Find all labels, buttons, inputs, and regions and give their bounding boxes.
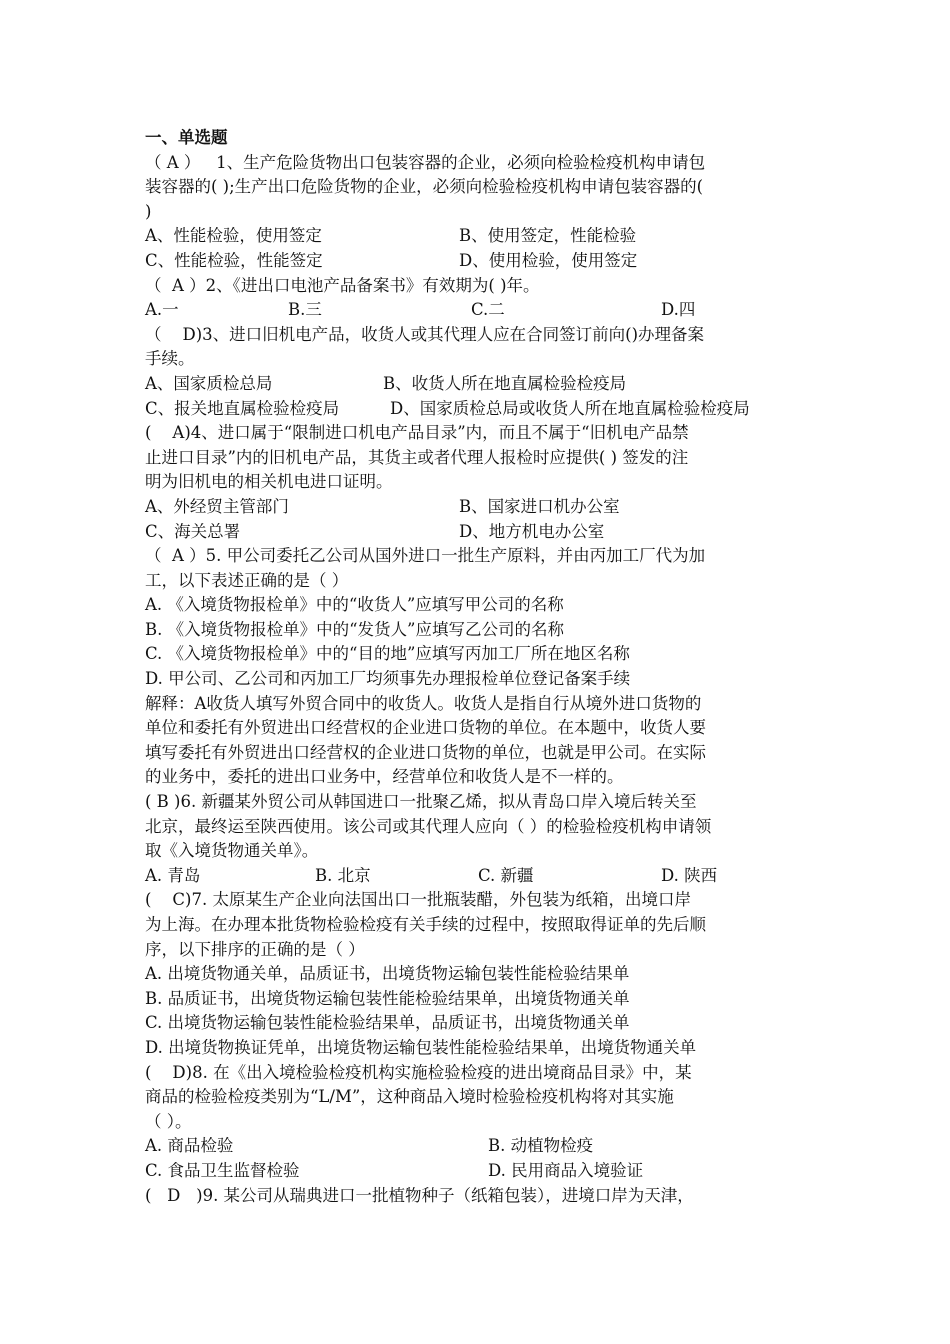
option-d: D. 甲公司、乙公司和丙加工厂均须事先办理报检单位登记备案手续 [145,669,631,689]
question-text: ( D )9. 某公司从瑞典进口一批植物种子（纸箱包装），进境口岸为天津， [145,1185,694,1205]
question-text: （ D)3、进口旧机电产品，收货人或其代理人应在合同签订前向()办理备案 [145,324,705,344]
question-text: ( A)4、进口属于“限制进口机电产品目录”内，而且不属于“旧机电产品禁 [145,423,689,443]
option-b: B.三 [288,300,322,320]
option-row [145,520,815,545]
explanation-text: 填写委托有外贸进出口经营权的企业进口货物的单位，也就是甲公司。在实际 [145,742,706,762]
option-a: A. 青岛 [145,865,201,885]
option-a: A.一 [145,300,179,320]
option-row [145,1134,815,1159]
option-row [145,1159,815,1184]
question-7 [145,888,815,1060]
option-a: A、外经贸主管部门 [145,496,289,516]
option-b: B. 《入境货物报检单》中的“发货人”应填写乙公司的名称 [145,619,564,639]
option-row [145,249,815,274]
option-row [145,298,815,323]
explanation-text: 解释：A收货人填写外贸合同中的收货人。收货人是指自行从境外进口货物的 [145,693,702,713]
question-text: 工，以下表述正确的是（ ） [145,570,349,590]
option-c: C、性能检验，性能签定 [145,250,323,270]
question-text: 手续。 [145,349,195,369]
question-text: ( C)7. 太原某生产企业向法国出口一批瓶装醋，外包装为纸箱，出境口岸 [145,890,691,910]
option-d: D. 出境货物换证凭单，出境货物运输包装性能检验结果单，出境货物通关单 [145,1037,697,1057]
option-d: D、使用检验，使用签定 [459,250,638,270]
option-d: D. 民用商品入境验证 [488,1160,644,1180]
question-text: 取《入境货物通关单》。 [145,841,319,861]
question-text: （ ）。 [145,1111,192,1131]
option-d: D.四 [661,300,696,320]
question-text: （ A ）2、《进出口电池产品备案书》有效期为( )年。 [145,275,540,295]
option-d: D. 陕西 [661,865,718,885]
question-text: 商品的检验检疫类别为“L/M”，这种商品入境时检验检疫机构将对其实施 [145,1087,674,1107]
option-c: C. 新疆 [478,865,534,885]
option-row [145,864,815,889]
option-row [145,372,815,397]
option-b: B、使用签定，性能检验 [459,226,637,246]
option-b: B. 动植物检疫 [488,1136,594,1156]
question-text: ( B )6. 新疆某外贸公司从韩国进口一批聚乙烯，拟从青岛口岸入境后转关至 [145,792,697,812]
option-b: B. 品质证书，出境货物运输包装性能检验结果单，出境货物通关单 [145,988,630,1008]
option-c: C. 出境货物运输包装性能检验结果单，品质证书，出境货物通关单 [145,1013,630,1033]
option-row [145,224,815,249]
option-c: C. 食品卫生监督检验 [145,1160,300,1180]
question-text: 序，以下排序的正确的是（ ） [145,939,365,959]
option-a: A、性能检验，使用签定 [145,226,322,246]
question-9 [145,1184,815,1209]
option-row [145,495,815,520]
document-page [145,126,815,1208]
option-a: A. 《入境货物报检单》中的“收货人”应填写甲公司的名称 [145,595,564,615]
question-text: 明为旧机电的相关机电进口证明。 [145,472,393,492]
question-text: （ A ）5. 甲公司委托乙公司从国外进口一批生产原料，并由丙加工厂代为加 [145,546,706,566]
option-b: B、收货人所在地直属检验检疫局 [383,373,627,393]
question-text: ) [145,201,152,221]
question-text: ( D)8. 在《出入境检验检疫机构实施检验检疫的进出境商品目录》中，某 [145,1062,692,1082]
question-1 [145,151,815,274]
question-6 [145,790,815,888]
question-8 [145,1061,815,1184]
question-3 [145,323,815,421]
question-text: 装容器的( );生产出口危险货物的企业，必须向检验检疫机构申请包装容器的( [145,177,704,197]
explanation-text: 的业务中，委托的进出口业务中，经营单位和收货人是不一样的。 [145,767,624,787]
option-c: C. 《入境货物报检单》中的“目的地”应填写丙加工厂所在地区名称 [145,644,630,664]
question-text: 北京，最终运至陕西使用。该公司或其代理人应向（ ）的检验检疫机构申请领 [145,816,712,836]
question-text: （ A ） 1、生产危险货物出口包装容器的企业，必须向检验检疫机构申请包 [145,152,706,172]
option-c: C.二 [471,300,505,320]
question-text: 止进口目录”内的旧机电产品，其货主或者代理人报检时应提供( ) 签发的注 [145,447,689,467]
option-b: B、国家进口机办公室 [459,496,620,516]
explanation-text: 单位和委托有外贸进出口经营权的企业进口货物的单位。在本题中，收货人要 [145,718,706,738]
option-d: D、国家质检总局或收货人所在地直属检验检疫局 [390,398,750,418]
question-5 [145,544,815,790]
option-c: C、海关总署 [145,521,241,541]
section-title: 一、单选题 [145,128,228,147]
option-a: A. 出境货物通关单，品质证书，出境货物运输包装性能检验结果单 [145,964,630,984]
question-4 [145,421,815,544]
option-d: D、地方机电办公室 [459,521,605,541]
option-b: B. 北京 [315,865,371,885]
option-row [145,397,815,422]
question-text: 为上海。在办理本批货物检验检疫有关手续的过程中，按照取得证单的先后顺 [145,915,706,934]
option-a: A. 商品检验 [145,1136,234,1156]
option-c: C、报关地直属检验检疫局 [145,398,340,418]
question-2 [145,274,815,323]
option-a: A、国家质检总局 [145,373,273,393]
